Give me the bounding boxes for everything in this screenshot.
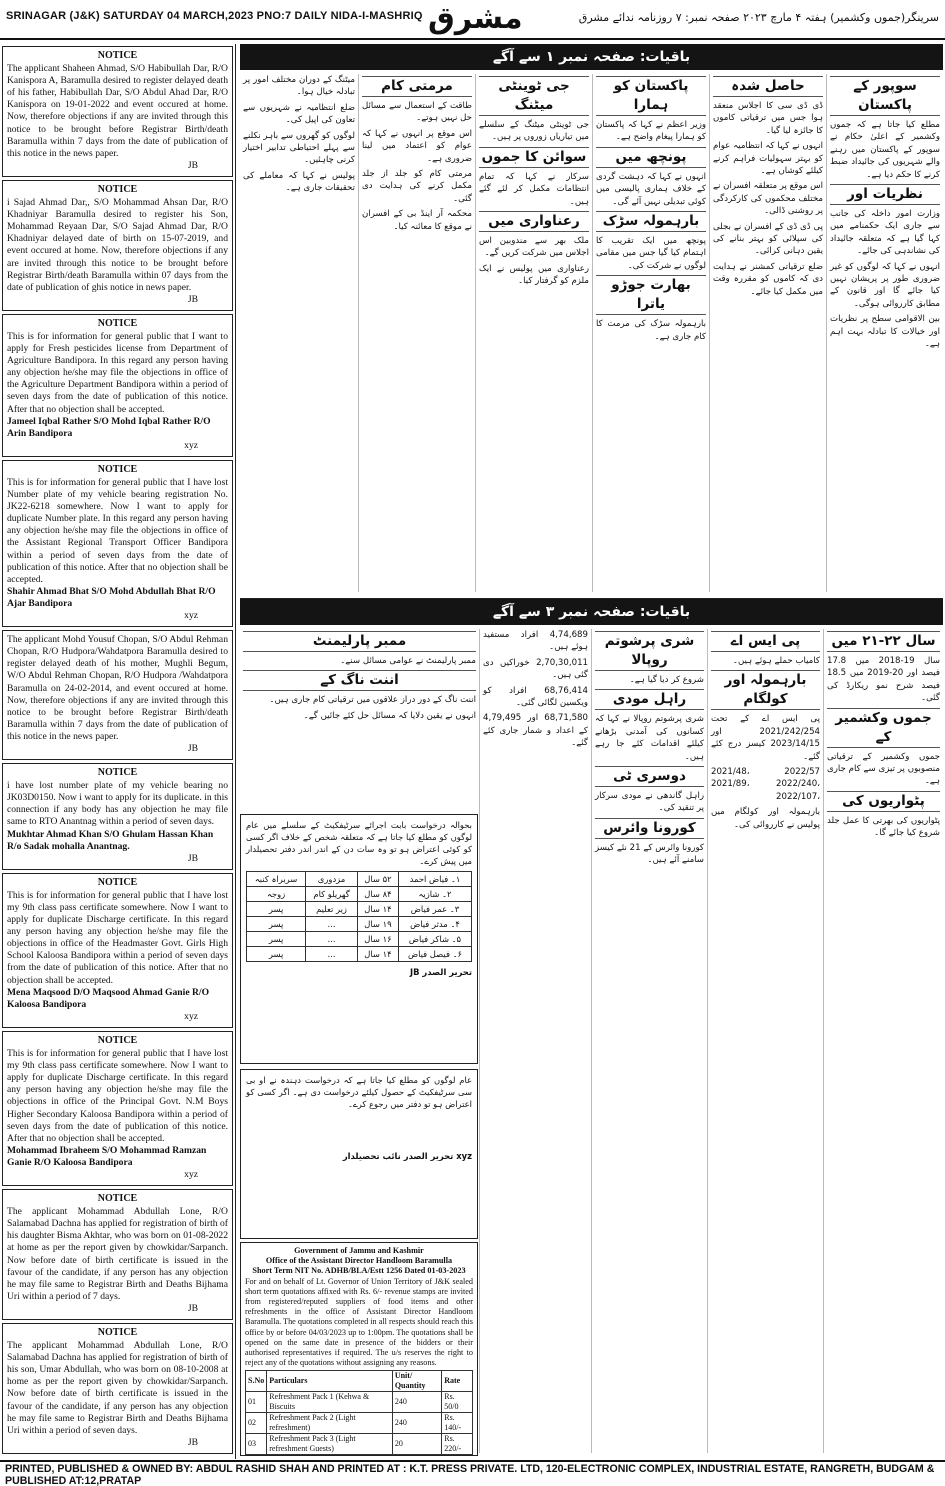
notice-tag: JB	[187, 1436, 198, 1448]
article-headline: پاکستان کو ہمارا	[596, 76, 706, 116]
table-cell: ...	[306, 932, 358, 947]
table-row	[247, 947, 472, 962]
notice-title: NOTICE	[97, 183, 138, 195]
table-cell: ۴۔ مدثر فیاض	[398, 917, 471, 932]
article-headline: سوائن کا جموں	[479, 147, 589, 168]
article-headline: راہل مودی	[595, 689, 704, 710]
table-header-cell: Rate	[442, 1371, 473, 1392]
article-column	[826, 74, 943, 592]
article-paragraph: اس موقع پر متعلقہ افسران نے مختلف محکموں کی کارکردگی پر روشنی ڈالی۔	[713, 181, 823, 217]
notice-box	[2, 46, 233, 177]
table-cell: Refreshment Pack 2 (Light refreshment)	[267, 1413, 393, 1434]
notice-box	[2, 314, 233, 457]
notice-box	[2, 763, 233, 870]
article-headline: پی ایس اے	[711, 631, 820, 652]
article-paragraph: پولیس نے کہا کہ معاملے کی تحقیقات جاری ہے۔	[243, 170, 355, 194]
notices-column	[0, 44, 236, 1459]
notice-tag: xyz	[184, 439, 198, 451]
newspaper-logo: مشرق	[428, 1, 523, 36]
notice-body: This is for information for general public that I have lost my 9th class pass certificate somewhere. Now I want to apply for duplicate Discharge certificate. In this regard any person having any objection he/she may file the objections in office of the Headmaster Govt. Girls High School Kaloosa Bandipora within a period of seven days from the date of publication of this notice. After that no objection shall be accepted.	[7, 889, 228, 986]
article-paragraph: شری پرشوتم روپالا نے کہا کہ کسانوں کی آمدنی بڑھانے کیلئے اقدامات کئے جا رہے ہیں۔	[595, 714, 704, 762]
table-row	[247, 917, 472, 932]
article-headline: بارہمولہ اور کولگام	[711, 670, 820, 710]
notice-tag: JB	[187, 742, 198, 754]
tender-body: For and on behalf of Lt. Governor of Union Territory of J&K sealed short term quotations affixed with Rs. 6/- revenue stamps are invited from registered/reputed suppliers of food items and other refreshments in the office of Assistant Director Handloom Baramulla. The quotations completed in all respects should reach this office by or before 04/03/2023 up to 1:00pm. The quotations shall be opened on the same date in presence of the bidders or their authorised representatives if required. The u/s reserves the right to reject any of the quotations without assigning any reasons.	[245, 1276, 473, 1368]
table-cell: زیر تعلیم	[306, 902, 358, 917]
masthead-dateline: SRINAGAR (J&K) SATURDAY 04 MARCH,2023 PNO:7 DAILY NIDA-I-MASHRIQ	[6, 10, 423, 22]
article-headline: سوپور کے پاکستان	[830, 76, 940, 116]
notice-tag: JB	[187, 852, 198, 864]
notice-tag: xyz	[184, 1168, 198, 1180]
article-paragraph: بارہمولہ سڑک کی مرمت کا کام جاری ہے۔	[596, 319, 706, 342]
table-cell: Rs. 140/-	[442, 1413, 473, 1434]
notice-box	[2, 1323, 233, 1454]
notice-title: NOTICE	[97, 1034, 138, 1046]
article-headline: مرمتی کام	[362, 76, 472, 97]
article-headline: اننت ناگ کے	[243, 670, 476, 691]
notice-signature: Mohammad Ibraheem S/O Mohammad Ramzan Ganie R/O Kaloosa Bandipora	[7, 1144, 207, 1168]
notice-box	[2, 1031, 233, 1186]
article-paragraph: راہل گاندھی نے مودی سرکار پر تنقید کی۔	[595, 791, 704, 814]
article-paragraph: بارہمولہ اور کولگام میں پولیس نے کارروائی کی۔	[711, 807, 820, 830]
table-cell: ...	[306, 917, 358, 932]
table-cell: ۵۔ شاکر فیاض	[398, 932, 471, 947]
article-paragraph: میٹنگ کے دوران مختلف امور پر تبادلہ خیال ہوا۔	[243, 75, 355, 98]
table-header-row	[246, 1371, 473, 1392]
notice-box	[2, 630, 233, 760]
article-headline: نظریات اور	[830, 184, 940, 205]
tender-items-table	[245, 1370, 473, 1455]
article-paragraph: جی ٹوینٹی میٹنگ کے سلسلے میں تیاریاں زوروں پر ہیں۔	[479, 120, 589, 143]
article-column	[707, 629, 823, 1453]
article-paragraph: ضلع ترقیاتی کمشنر نے ہدایت دی کہ کاموں کو مقررہ وقت میں مکمل کیا جائے۔	[713, 261, 823, 297]
table-row	[247, 932, 472, 947]
masthead-urdu-dateline: سرینگر(جموں وکشمیر) ہفتہ ۴ مارچ ۲۰۲۳ صفحہ نمبر: ۷ روزنامہ ندائے مشرق	[578, 11, 939, 24]
table-cell: ۲۔ شازیہ	[398, 887, 471, 902]
table-cell: پسر	[247, 932, 306, 947]
article-paragraph: سال 19-2018 میں 17.8 فیصد اور 20-2019 میں 18.5 فیصد شرح نمو ریکارڈ کی گئی۔	[827, 656, 941, 704]
tender-govt-heading: Government of Jammu and Kashmir	[294, 1246, 424, 1255]
article-paragraph: اننت ناگ کے دور دراز علاقوں میں ترقیاتی کام جاری ہیں۔	[269, 695, 476, 706]
article-paragraph: کامیاب حملے ہوئے ہیں۔	[732, 656, 820, 666]
article-paragraph: سرکار نے کہا کہ تمام انتظامات مکمل کر لئے گئے ہیں۔	[479, 171, 589, 207]
table-cell: 01	[246, 1392, 267, 1413]
notice-body: This is for information for general public that I have lost Number plate of my vehicle bearing registration No. JK22-6218 somewhere. Now I want to apply for duplicate Number plate. In this regard any person having any objection he/she may file the objections in office of the Assistant Regional Transport Officer Bandipora within a period of seven days from the date of publication of this notice. After that no objection shall be accepted.	[7, 477, 228, 585]
article-headline: بارہمولہ سڑک	[596, 211, 706, 232]
notice-signature: Jameel Iqbal Rather S/O Mohd Iqbal Rather R/O Arin Bandipora	[7, 415, 211, 439]
tehsildar-notice-box	[240, 814, 478, 1064]
article-paragraph: شروع کر دیا گیا ہے۔	[629, 675, 704, 685]
table-cell: ۸۴ سال	[357, 887, 398, 902]
article-headline: کورونا وائرس	[595, 818, 704, 839]
article-paragraph: 4,74,689 افراد مستفید ہوئے ہیں۔	[483, 630, 588, 653]
article-column	[479, 629, 591, 1453]
article-paragraph: مرمتی کام کو جلد از جلد مکمل کرنے کی ہدایت دی گئی۔	[362, 169, 472, 204]
article-paragraph: رعناواری میں پولیس نے ایک ملزم کو گرفتار کیا۔	[479, 263, 589, 287]
table-cell: 20	[392, 1434, 441, 1455]
article-paragraph: پونچھ میں ایک تقریب کا اہتمام کیا گیا جس میں مقامی لوگوں نے شرکت کی۔	[596, 236, 706, 271]
article-headline: سال ۲۲-۲۱ میں	[827, 631, 940, 652]
notice-title: NOTICE	[97, 876, 138, 888]
article-headline: دوسری ٹی	[595, 766, 704, 787]
notice-body: The applicant Mohammad Abdullah Lone, R/O Salamabad Dachna has applied for registration of birth of his daughter Bisma Akhtar, who was born on 01-08-2022 at home as per the report given by chowkidar/Sarpanch. Now before date of birth certificate is issued in the favour of the candidate, if any person has any objection he may file same to Registrar Birth and Deaths Bijhama Uri within a period of 7 days.	[7, 1206, 228, 1302]
article-column	[709, 74, 826, 592]
article-column	[358, 74, 475, 592]
table-cell: ۱۔ فیاض احمد	[398, 872, 471, 887]
article-paragraph: انہوں نے کہا کہ انتظامیہ عوام کو بہتر سہولیات فراہم کرنے کیلئے کوشاں ہے۔	[713, 141, 823, 177]
article-paragraph: وزیر اعظم نے کہا کہ پاکستان کو ہمارا پیغام واضح ہے۔	[596, 120, 706, 143]
section-banner: باقیات: صفحہ نمبر ۳ سے آگے	[240, 599, 943, 625]
article-paragraph: بین الاقوامی سطح پر نظریات اور خیالات کا تبادلہ بہت اہم ہے۔	[830, 314, 940, 350]
table-cell: ۱۹ سال	[357, 917, 398, 932]
notice-title: NOTICE	[97, 1193, 138, 1205]
obc-notice-box	[240, 1069, 478, 1239]
tender-nit-number: Short Term NIT No. ADHB/BLA/Estt 1256 Dated 01-03-2023	[252, 1266, 466, 1276]
family-table	[246, 871, 472, 962]
table-row	[247, 887, 472, 902]
imprint-footer	[0, 1460, 945, 1486]
article-paragraph: کورونا وائرس کے 21 نئے کیسز سامنے آئے ہیں۔	[595, 842, 704, 866]
article-paragraph: اس موقع پر انہوں نے کہا کہ عوام کو اعتماد میں لینا ضروری ہے۔	[362, 128, 472, 164]
notice-box	[2, 460, 233, 627]
table-header-cell: Unit/ Quantity	[392, 1371, 441, 1392]
table-cell: 240	[392, 1392, 441, 1413]
article-headline: شری پرشوتم روپالا	[595, 631, 704, 671]
notice-tag: JB	[187, 1302, 198, 1314]
notice-text: عام لوگوں کو مطلع کیا جاتا ہے کہ درخواست دہندہ نے او بی سی سرٹیفکیٹ کے حصول کیلئے درخواست دی ہے۔ اگر کسی کو اعتراض ہو تو دفتر میں رجوع کرے۔	[246, 1075, 472, 1109]
article-headline: جموں وکشمیر کے	[827, 708, 940, 748]
article-paragraph: 2,70,30,011 خوراکیں دی گئی ہیں۔	[483, 657, 588, 681]
notice-title: NOTICE	[97, 767, 138, 779]
notice-text: بحوالہ درخواست بابت اجرائے سرٹیفکیٹ کے سلسلے میں عام لوگوں کو مطلع کیا جاتا ہے کہ متعلقہ شخص کے خلاف اگر کسی کو کوئی اعتراض ہو تو وہ سات دن کے اندر اندر دفتر تحصیلدار میں پیش کرے۔	[246, 820, 472, 866]
notice-title: NOTICE	[97, 317, 138, 329]
table-cell: 03	[246, 1434, 267, 1455]
article-paragraph: 2022/57 ،2021/48 ،2022/240 ،2021/89 ،2022/107	[711, 767, 820, 802]
notice-tag: JB	[187, 159, 198, 171]
table-row	[247, 902, 472, 917]
article-paragraph: 68,76,414 افراد کو ویکسین لگائی گئی۔	[483, 685, 588, 709]
article-paragraph: انہوں نے کہا کہ دہشت گردی کے خلاف ہماری پالیسی میں کوئی تبدیلی نہیں آئے گی۔	[596, 171, 706, 207]
table-header-cell: S.No	[246, 1371, 267, 1392]
article-column	[475, 74, 592, 592]
article-column	[823, 629, 943, 1453]
table-cell: 02	[246, 1413, 267, 1434]
notice-body: The applicant Mohd Yousuf Chopan, S/O Abdul Rehman Chopan, R/O Hudpora/Wahdatpora Baramulla desired to register delayed death of his mother, Mughli Begum, W/O Abdul Rehman Chopan, R/O Hudpora /Wahdatpora Baramulla on 24-02-2014, and event occured at home. Now, therefore objections if any are invited through this notice to be brought before Registrar Birth/death Baramulla within 7 days from the date of publication of this notice in the news paper.	[7, 634, 228, 742]
table-cell: 240	[392, 1413, 441, 1434]
notice-signature: Mena Maqsood D/O Maqsood Ahmad Ganie R/O Kaloosa Bandipora	[7, 986, 210, 1010]
table-cell: پسر	[247, 917, 306, 932]
article-paragraph: مطلع کیا جاتا ہے کہ جموں وکشمیر کے اعلیٰ حکام نے سوپور کے پاکستان میں رہنے والے شہریوں کی جائیداد ضبط کرنے کا حکم دیا ہے۔	[830, 120, 940, 180]
notice-body: i have lost number plate of my vehicle bearing no JK03D0150. Now i want to apply for its duplicate. in this connection if any body has any objection he may file same to RTO Anantnag within a period of seven days.	[7, 780, 228, 828]
notice-body: This is for information for general public that I have lost my 9th class pass certificate somewhere. Now I want to apply for duplicate Discharge certificate. In this regard any person having any objection he/she may file the objections in office of the Principal Govt. N.M Boys Higher Secondary Kaloosa Bandipora within a period of seven days from the date of publication of this notice. After that no objection shall be accepted.	[7, 1048, 228, 1144]
table-row	[247, 872, 472, 887]
table-cell: پسر	[247, 947, 306, 962]
article-paragraph: پی ڈی ڈی کے افسران نے بجلی کی سپلائی کو بہتر بنانے کی یقین دہانی کرائی۔	[713, 221, 823, 257]
table-header-cell: Particulars	[267, 1371, 393, 1392]
table-cell: گھریلو کام	[306, 887, 358, 902]
table-cell: ۱۴ سال	[357, 902, 398, 917]
table-cell: زوجہ	[247, 887, 306, 902]
article-paragraph: ضلع انتظامیہ نے شہریوں سے تعاون کی اپیل کی۔	[243, 102, 355, 126]
notice-signature: Mukhtar Ahmad Khan S/O Ghulam Hassan Khan R/o Sadak mohalla Anantnag.	[7, 828, 214, 852]
notice-signature: xyz تحریر الصدر نائب تحصیلدار	[342, 1151, 472, 1161]
table-cell: Rs. 50/0	[442, 1392, 473, 1413]
table-cell: ۵۲ سال	[357, 872, 398, 887]
notice-tag: xyz	[184, 610, 198, 622]
article-headline: بھارت جوڑو یاترا	[596, 275, 706, 315]
table-cell: ۱۶ سال	[357, 932, 398, 947]
article-headline: ممبر پارلیمنٹ	[243, 631, 476, 652]
article-paragraph: پٹواریوں کی بھرتی کا عمل جلد شروع کیا جائے گا۔	[827, 815, 940, 839]
table-cell: مزدوری	[306, 872, 358, 887]
notice-body: i Sajad Ahmad Dar,, S/O Mohammad Ahsan Dar, R/O Khadniyar Baramulla desired to register his Son, Mohammad Reyaan Dar, S/O Sajad Ahmad Dar, R/O Khadniyar delayed date of birth on 15-07-2019, and event occured at home. Now, therefore objections if any are invited through this notice to be brought before Registrar Birth/death Baramulla within 07 days from the date of publication of ghis notice in news paper.	[7, 197, 228, 293]
table-cell: ۶۔ فیصل فیاض	[398, 947, 471, 962]
table-cell: سربراہ کنبہ	[247, 872, 306, 887]
notice-title: NOTICE	[97, 1327, 138, 1338]
notice-signature: تحریر الصدر JB	[409, 967, 472, 977]
article-paragraph: طاقت کے استعمال سے مسائل حل نہیں ہوتے۔	[362, 101, 472, 124]
notice-box	[2, 1189, 233, 1320]
article-headline: پٹواریوں کی	[827, 791, 940, 812]
section-baqiyat-1	[240, 44, 943, 596]
notice-tag: JB	[187, 293, 198, 305]
table-cell: ۳۔ عمر فیاض	[398, 902, 471, 917]
article-paragraph: لوگوں کو گھروں سے باہر نکلنے سے پہلے احتیاطی تدابیر اختیار کرنی چاہئیں۔	[243, 130, 355, 166]
article-column	[240, 74, 358, 592]
article-paragraph: 68,71,580 اور 4,79,495 کے اعداد و شمار جاری کئے گئے۔	[483, 713, 588, 749]
table-row	[246, 1413, 473, 1434]
section-banner: باقیات: صفحہ نمبر ۱ سے آگے	[240, 44, 943, 70]
notice-signature: Shahir Ahmad Bhat S/O Mohd Abdullah Bhat R/O Ajar Bandipora	[7, 585, 216, 609]
table-cell: پسر	[247, 902, 306, 917]
table-row	[246, 1392, 473, 1413]
article-paragraph: پی ایس اے کے تحت 2021/242/254 اور 2023/14/15 کیسز درج کئے گئے۔	[711, 714, 820, 762]
article-paragraph: وزارت امور داخلہ کی جانب سے جاری ایک حکمنامے میں کہا گیا ہے کہ متعلقہ جائیداد کی نشاندہی کی جائے۔	[830, 209, 940, 257]
table-row	[246, 1434, 473, 1455]
article-paragraph: محکمہ آر اینڈ بی کے افسران نے موقع کا معائنہ کیا۔	[362, 209, 472, 232]
table-cell: ...	[306, 947, 358, 962]
article-column	[592, 74, 709, 592]
table-cell: Refreshment Pack 1 (Kehwa & Biscuits	[267, 1392, 393, 1413]
notice-body: The applicant Mohammad Abdullah Lone, R/O Salamabad Dachna has applied for registration of birth of his son, Umar Abdullah, who was born on 08-10-2008 at home as per the report given by chowkidar/Sarpanch. Now before date of birth certificate is issued in the favour of the candidate, if any person has any objection he may file same to Registrar Birth and Deaths Bijhama Uri within a period of seven days.	[7, 1340, 228, 1436]
tender-office-heading: Office of the Assistant Director Handloom Baramulla	[265, 1256, 453, 1266]
article-paragraph: انہوں نے کہا کہ لوگوں کو غیر ضروری طور پر پریشان نہیں کیا جائے گا اور قانون کے مطابق کارروائی ہوگی۔	[830, 261, 940, 309]
article-paragraph: ملک بھر سے مندوبین اس اجلاس میں شرکت کریں گے۔	[479, 236, 589, 259]
article-paragraph: ڈی ڈی سی کا اجلاس منعقد ہوا جس میں ترقیاتی کاموں کا جائزہ لیا گیا۔	[713, 101, 823, 136]
article-headline: پونچھ میں	[596, 147, 706, 168]
notice-title: NOTICE	[97, 50, 138, 61]
table-cell: Refreshment Pack 3 (Light refreshment Guests)	[267, 1434, 393, 1455]
article-column	[591, 629, 707, 1453]
article-headline: جی ٹوینٹی میٹنگ	[479, 76, 589, 116]
notice-title: NOTICE	[97, 463, 138, 475]
article-paragraph: انہوں نے یقین دلایا کہ مسائل حل کئے جائیں گے۔	[303, 710, 476, 721]
notice-body: The applicant Shaheen Ahmad, S/O Habibullah Dar, R/O Kanispora A, Baramulla desired to register delayed death of his father, Habibullah Dar, S/O Abdul Ahad Dar, R/O Kanispora on 19-01-2022 and event occured at home. Now, therefore objections if any are invited through this notice to be brought before Registrar Birth/death Baramulla within 7 days from the date of publication of this notice in the news paper.	[7, 63, 228, 159]
notice-box	[2, 180, 233, 311]
imprint-line-1: PRINTED, PUBLISHED & OWNED BY: ABDUL RASHID SHAH AND PRINTED AT : K.T. PRESS PRIVATE. LTD, 120-ELECTRONIC COMPLEX, INDUSTRIAL ESTATE, RANGRETH, BUDGAM & PUBLISHED AT:12,PRATAP	[5, 1463, 935, 1486]
masthead	[0, 0, 945, 40]
notice-body: This is for information for general public that I want to apply for Fresh pesticides license from Department of Agriculture Bandipora. In this regard any person having any objection he/she may file the objections in office of the Agriculture Department Bandipora within a period of seven days from the date of publication of this notice. After that no objection shall be accepted.	[7, 330, 228, 415]
article-paragraph: جموں وکشمیر کے ترقیاتی منصوبوں پر تیزی سے کام جاری ہے۔	[827, 751, 940, 787]
article-paragraph: ممبر پارلیمنٹ نے عوامی مسائل سنے۔	[340, 656, 476, 666]
notice-box	[2, 873, 233, 1028]
table-cell: ۱۴ سال	[357, 947, 398, 962]
article-headline: حاصل شدہ	[713, 76, 823, 97]
handloom-tender-notice	[240, 1242, 478, 1456]
article-headline: رعناواری میں	[479, 211, 589, 232]
notice-tag: xyz	[184, 1010, 198, 1022]
table-cell: Rs. 220/-	[442, 1434, 473, 1455]
